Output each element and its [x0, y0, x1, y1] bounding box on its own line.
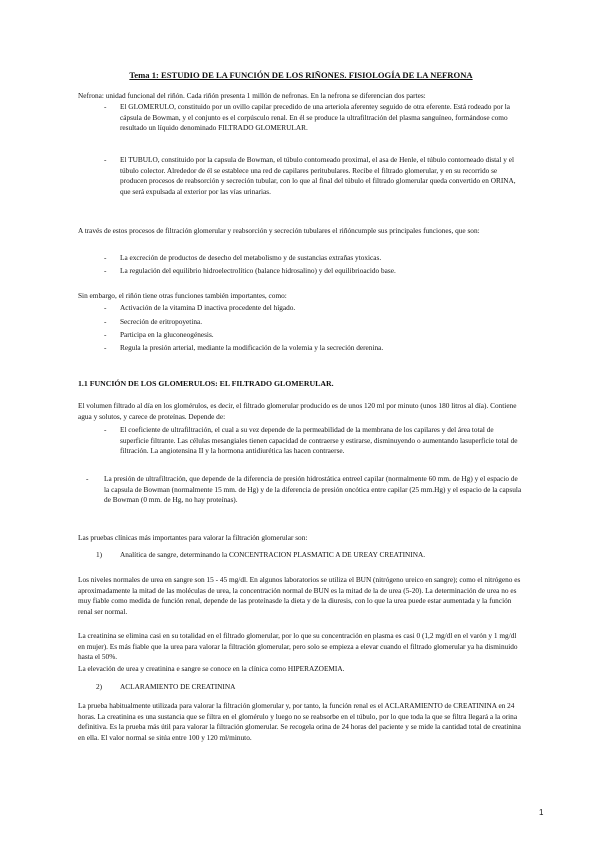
bullet-dash: - [104, 330, 107, 339]
bullet-dash: - [104, 155, 107, 164]
list-item-function: La regulación del equilibrio hidroelectrolítico (balance hidrosalino) y del equilibrioacido base. [120, 266, 396, 275]
depends-item: La presión de ultrafiltración, que depende de la diferencia de presión hidrostática entreel capilar (normalmente 60 mm. de Hg) y el espacio de la capsula de Bowman (normalmente 15 mm. de Hg) y de la diferencia de presión oncótica entre capilar (25 mm.Hg) y el espacio de la capsula de Bowman (0 mm. de Hg, no hay proteínas). [104, 474, 522, 505]
list-item-glomerulo: El GLOMERULO, constituido por un ovillo capilar precedido de una arteriola aferentey seguido de otra eferente. Está rodeado por la cápsula de Bowman, y el conjunto es el corpúsculo renal. En él se produce la ultrafiltración del plasma sanguíneo, formándose como resultado un líquido denominado FILTRADO GLOMERULAR. [120, 102, 511, 133]
bullet-dash: - [104, 102, 107, 111]
list-item-function: La excreción de productos de desecho del metabolismo y de sustancias extrañas ytoxicas. [120, 253, 382, 262]
functions-intro: A través de estos procesos de filtración glomerular y reabsorción y secreción tubulares el riñóncumple sus principales funciones, que son: [78, 226, 480, 235]
page-number: 1 [539, 808, 544, 817]
bullet-dash: - [104, 343, 107, 352]
bullet-dash: - [104, 253, 107, 262]
list-number: 2) [96, 682, 103, 691]
section-heading: 1.1 FUNCIÓN DE LOS GLOMERULOS: EL FILTRADO GLOMERULAR. [78, 379, 334, 388]
list-item-other: Activación de la vitamina D inactiva procedente del hígado. [120, 303, 296, 312]
list-item-other: Participa en la gluconeogénesis. [120, 330, 214, 339]
urea-paragraph: Los niveles normales de urea en sangre son 15 - 45 mg/dl. En algunos laboratorios se utiliza el BUN (nitrógeno ureico en sangre); como el nitrógeno es aproximadamente la mitad de las moléculas de urea, la concentración normal de BUN es la mitad de la de urea (5-20). La determinación de urea no es muy fiable como medida de función renal, depende de las proteínasde la dieta y de la diuresis, con lo que la urea puede estar aumentada y la función renal ser normal. [78, 575, 521, 616]
tests-intro: Las pruebas clínicas más importantes para valorar la filtración glomerular son: [78, 533, 308, 542]
list-item-other: Regula la presión arterial, mediante la modificación de la volemia y la secreción derenina. [120, 343, 384, 352]
hiperazoemia-paragraph: La elevación de urea y creatinina e sangre se conoce en la clínica como HIPERAZOEMIA. [78, 664, 345, 673]
bullet-dash: - [104, 303, 107, 312]
creatinine-paragraph: La creatinina se elimina casi en su totalidad en el filtrado glomerular, por lo que su concentración en plasma es casi 0 (1,2 mg/dl en el varón y 1 mg/dl en mujer). Es más fiable que la urea para valorar la filtración glomerular, pero solo se empieza a elevar cuando el filtrado glomerular ya ha disminuido hasta el 50%. [78, 631, 518, 662]
list-item-tubulo: El TUBULO, constituido por la capsula de Bowman, el túbulo contorneado proximal, el asa de Henle, el túbulo contorneado distal y el túbulo colector. Alrededor de él se establece una red de capilares peritubulares. Recibe el filtrado glomerular, y en su recorrido se producen procesos de reabsorción y secreción tubular, con lo que al final del túbulo el filtrado glomerular queda convertido en ORINA, que será expulsada al exterior por las vías urinarias. [120, 155, 516, 196]
bullet-dash: - [86, 474, 89, 483]
bullet-dash: - [104, 317, 107, 326]
bullet-dash: - [104, 266, 107, 275]
page-title: Tema 1: ESTUDIO DE LA FUNCIÓN DE LOS RIÑONES. FISIOLOGÍA DE LA NEFRONA [129, 70, 473, 80]
bullet-dash: - [104, 425, 107, 434]
test-item: ACLARAMIENTO DE CREATININA [120, 682, 236, 691]
list-item-other: Secreción de eritropoyetina. [120, 317, 203, 326]
other-functions-intro: Sin embargo, el riñón tiene otras funciones también importantes, como: [78, 291, 287, 300]
test-item: Analítica de sangre, determinando la CONCENTRACION PLASMATIC A DE UREAY CREATININA. [120, 550, 426, 559]
volume-paragraph: El volumen filtrado al día en los glomérulos, es decir, el filtrado glomerular producido es de unos 120 ml por minuto (unos 180 litros al día). Contiene agua y solutos, y carece de proteínas. Depende de: [78, 401, 517, 421]
clearance-paragraph: La prueba habitualmente utilizada para valorar la filtración glomerular y, por tanto, la función renal es el ACLARAMIENTO de CREATININA en 24 horas. La creatinina es una sustancia que se filtra en el glomérulo y luego no se reabsorbe en el túbulo, por lo que toda la que se filtra llegará a la orina definitiva. Es la prueba más útil para valorar la filtración glomerular. Se recogela orina de 24 horas del paciente y se mide la cantidad total de creatinina en ella. El valor normal se sitúa entre 100 y 120 ml/minuto. [78, 701, 521, 742]
intro-paragraph: Nefrona: unidad funcional del riñón. Cada riñón presenta 1 millón de nefronas. En la nefrona se diferencian dos partes: [78, 91, 426, 100]
depends-item: El coeficiente de ultrafiltración, el cual a su vez depende de la permeabilidad de la membrana de los capilares y del área total de superficie filtrante. Las células mesangiales tienen capacidad de contraerse y estirarse, disminuyendo o aumentando lasuperficie total de filtración. La angiotensina II y la hormona antidiurética las hacen contraerse. [120, 425, 518, 456]
list-number: 1) [96, 550, 103, 559]
